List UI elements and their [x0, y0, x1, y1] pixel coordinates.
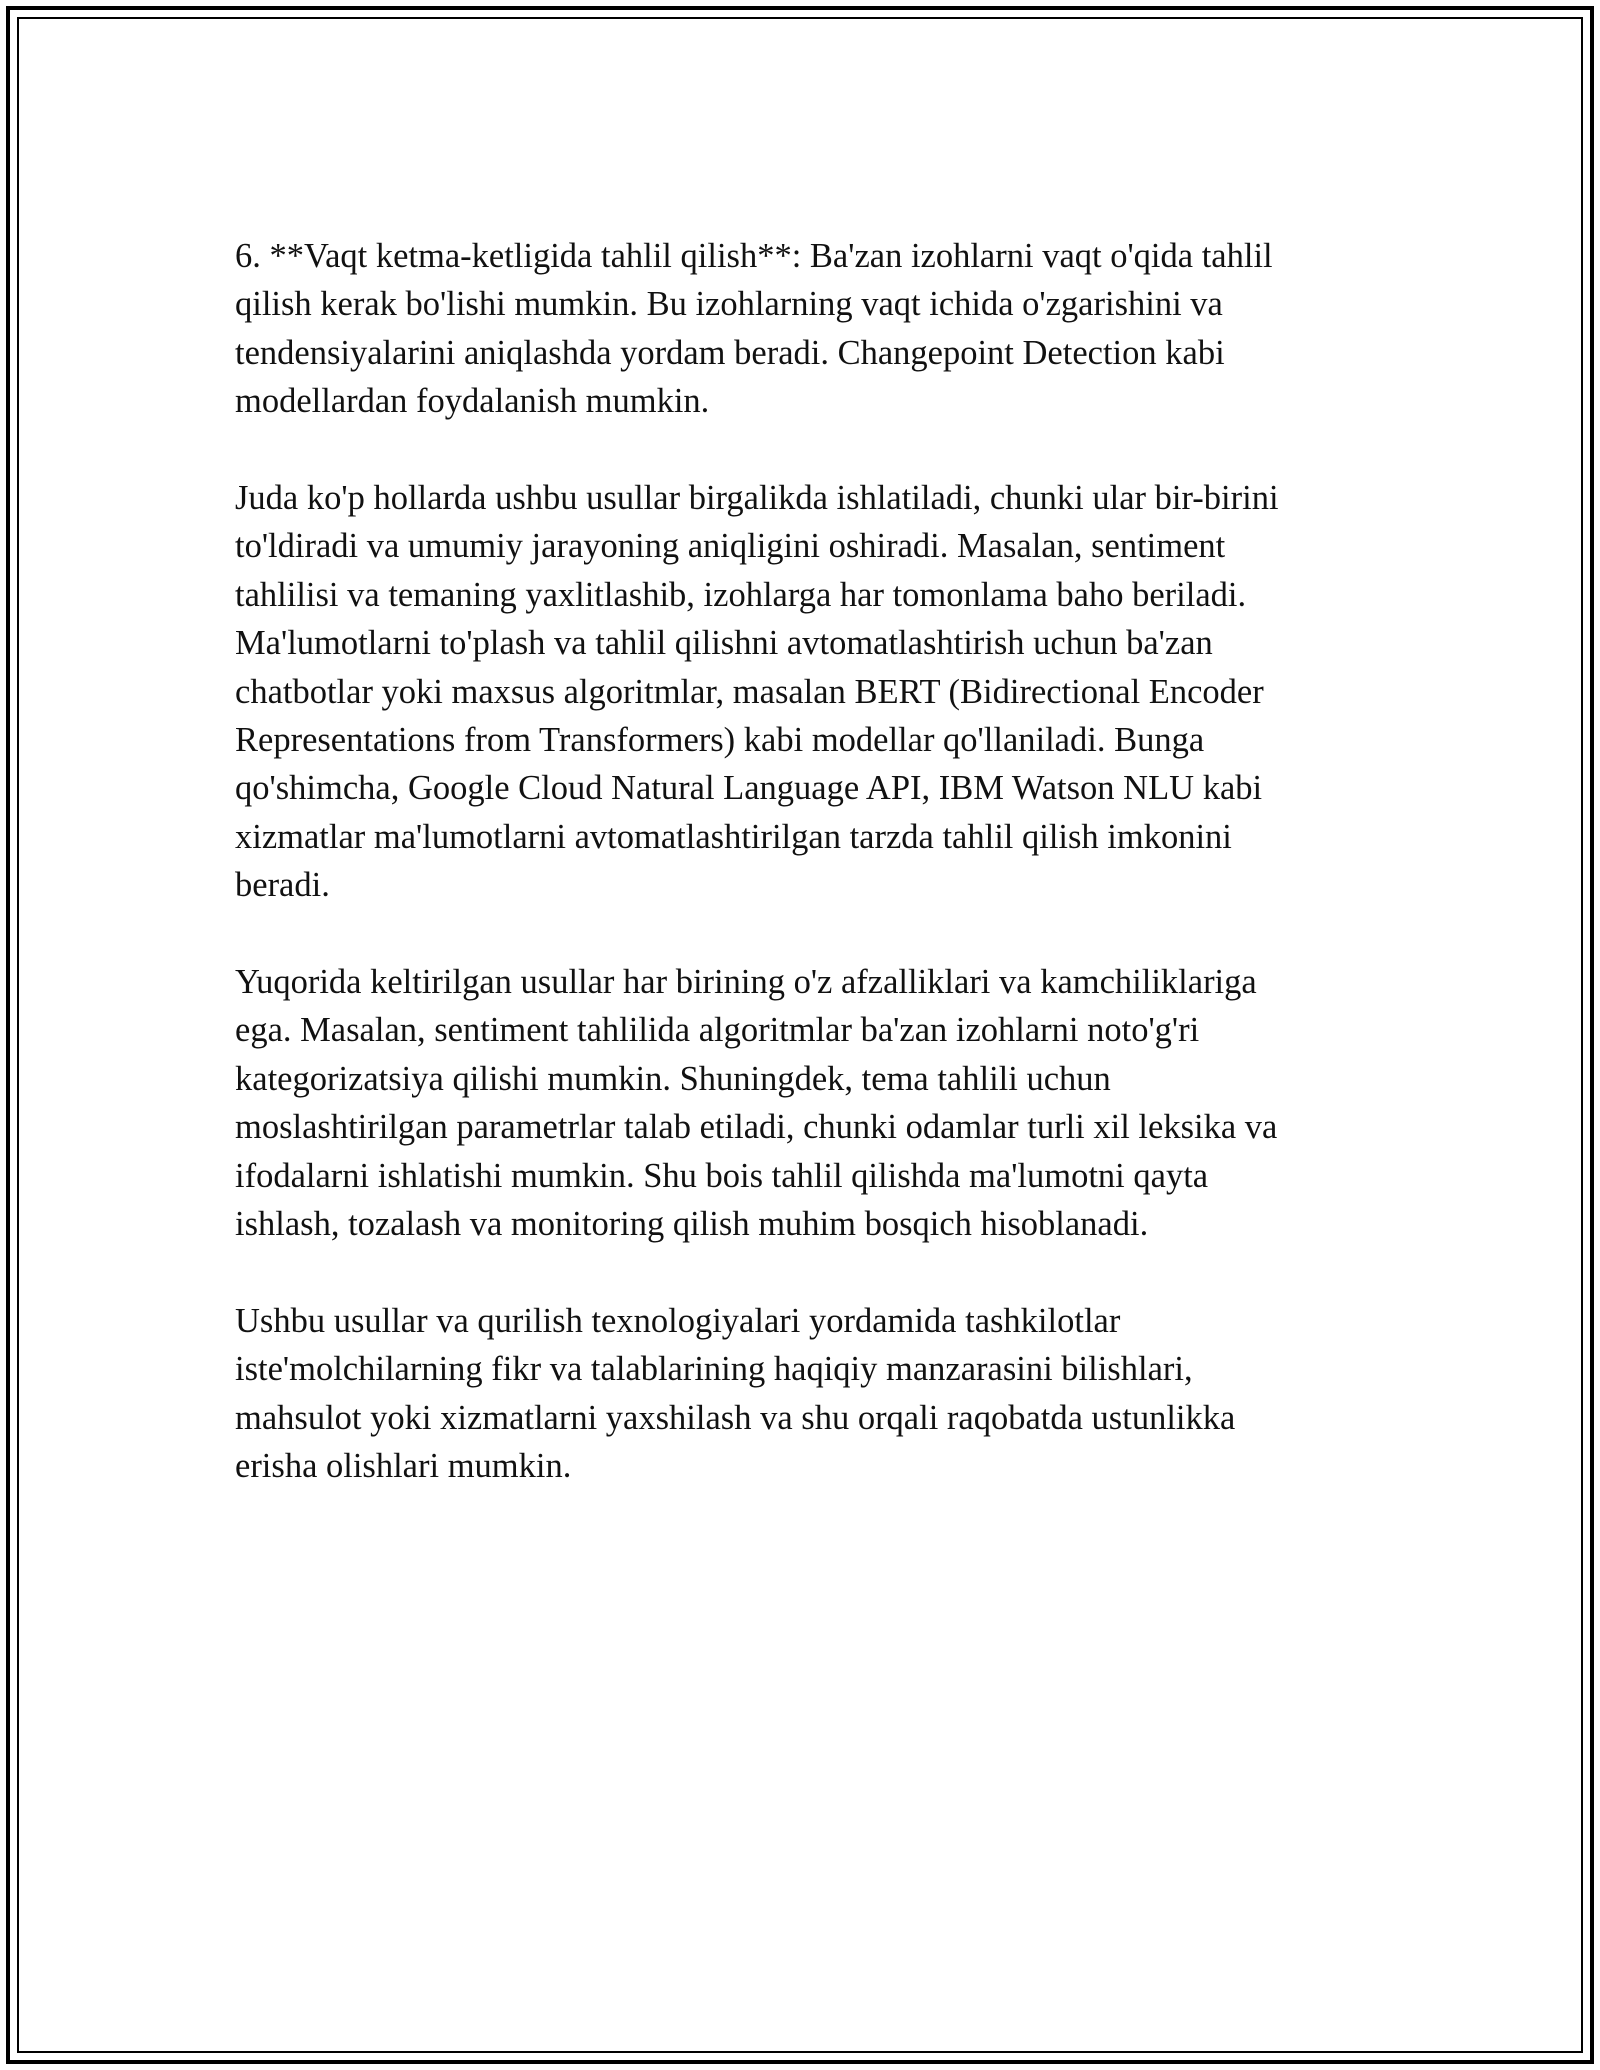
document-body	[235, 232, 1365, 1539]
paragraph-pros-and-cons: Yuqorida keltirilgan usullar har birining o'z afzalliklari va kamchiliklariga ega. Masalan, sentiment tahlilida algoritmlar ba'zan izohlarni noto'g'ri kategorizatsiya qilishi mumkin. Shuningdek, tema tahlili uchun moslashtirilgan parametrlar talab etiladi, chunki odamlar turli xil leksika va ifodalarni ishlatishi mumkin. Shu bois tahlil qilishda ma'lumotni qayta ishlash, tozalash va monitoring qilish muhim bosqich hisoblanadi.	[235, 963, 1278, 1244]
paragraph-time-series-analysis: 6. **Vaqt ketma-ketligida tahlil qilish**: Ba'zan izohlarni vaqt o'qida tahlil qilish kerak bo'lishi mumkin. Bu izohlarning vaqt ichida o'zgarishini va tendensiyalarini aniqlashda yordam beradi. Changepoint Detection kabi modellardan foydalanish mumkin.	[235, 237, 1273, 421]
paragraph-combined-methods: Juda ko'p hollarda ushbu usullar birgalikda ishlatiladi, chunki ular bir-birini to'ldiradi va umumiy jarayoning aniqligini oshiradi. Masalan, sentiment tahlilisi va temaning yaxlitlashib, izohlarga har tomonlama baho beriladi. Ma'lumotlarni to'plash va tahlil qilishni avtomatlashtirish uchun ba'zan chatbotlar yoki maxsus algoritmlar, masalan BERT (Bidirectional Encoder Representations from Transformers) kabi modellar qo'llaniladi. Bunga qo'shimcha, Google Cloud Natural Language API, IBM Watson NLU kabi xizmatlar ma'lumotlarni avtomatlashtirilgan tarzda tahlil qilish imkonini beradi.	[235, 479, 1279, 905]
paragraph-conclusion: Ushbu usullar va qurilish texnologiyalari yordamida tashkilotlar iste'molchilarning fikr va talablarining haqiqiy manzarasini bilishlari, mahsulot yoki xizmatlarni yaxshilash va shu orqali raqobatda ustunlikka erisha olishlari mumkin.	[235, 1301, 1236, 1486]
